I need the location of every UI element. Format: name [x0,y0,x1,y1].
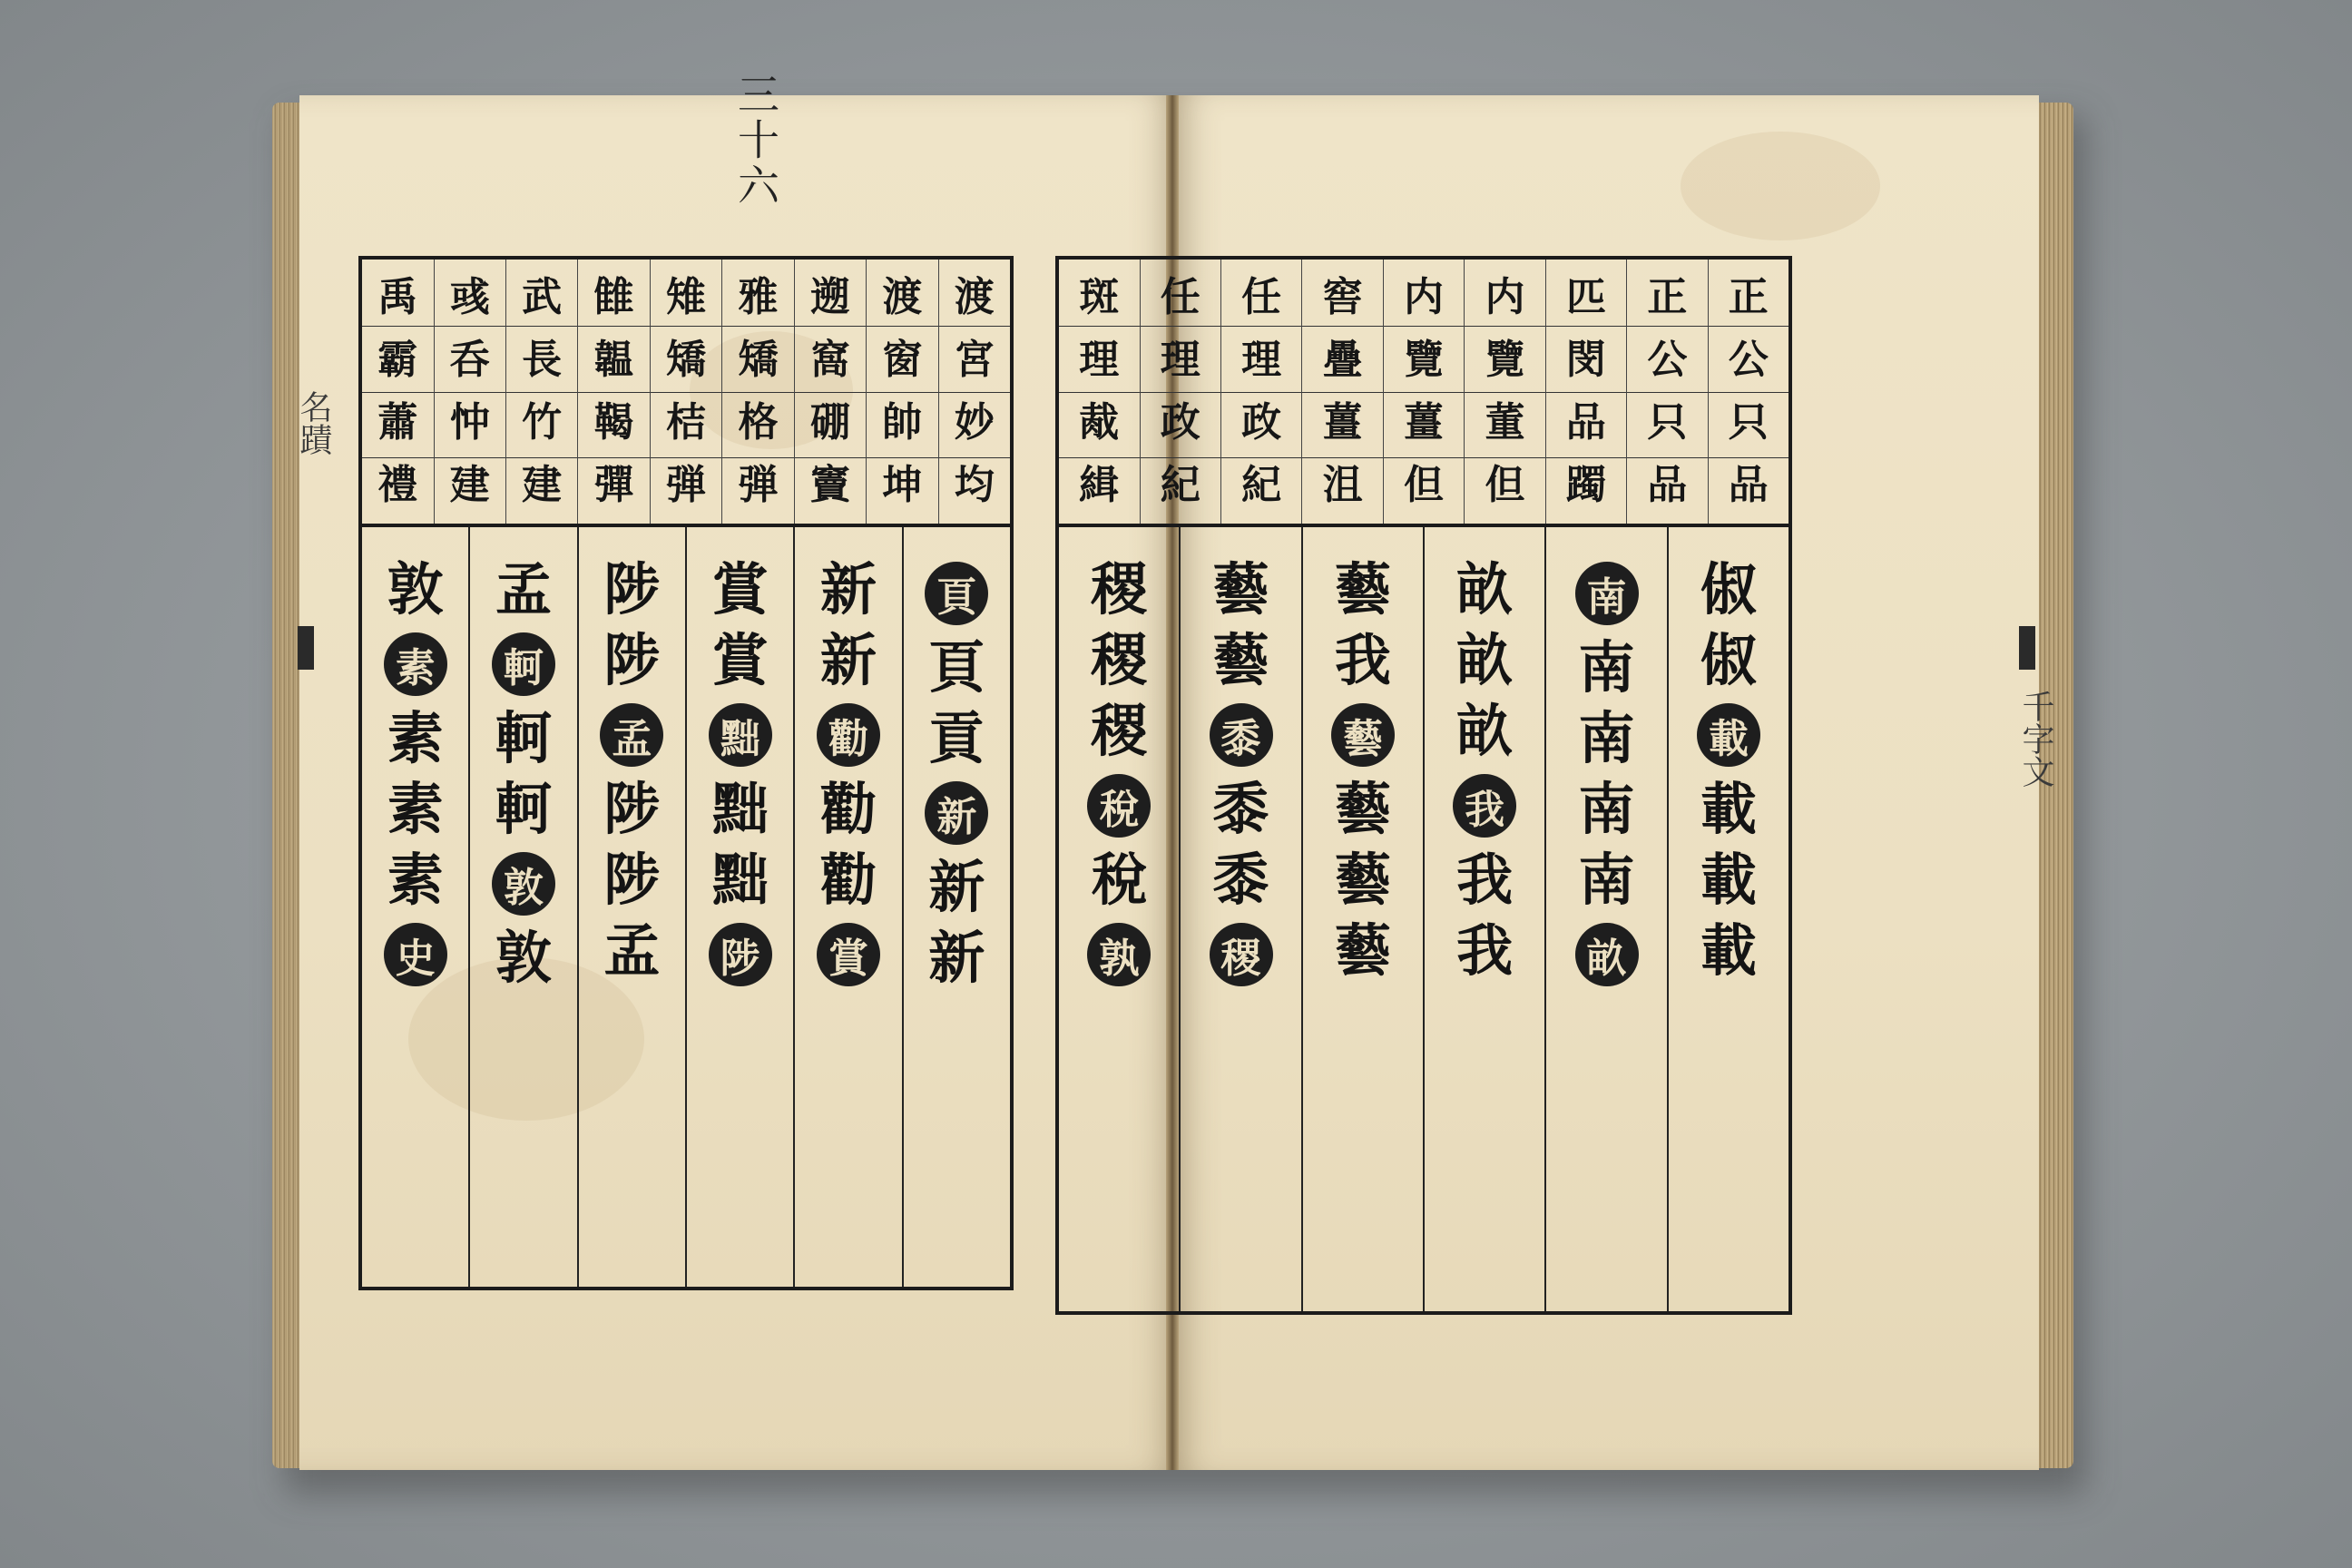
glyph: 忡 [449,398,490,446]
upper-column [650,260,721,524]
glyph: 新 [928,854,985,920]
glyph: 胾 [1079,398,1120,446]
glyph: 均 [954,461,995,508]
glyph: 俶 [1700,556,1757,622]
upper-column [1545,260,1626,524]
glyph: 公 [1647,337,1688,384]
glyph: 渡 [954,274,995,321]
glyph: 新 [928,925,985,991]
glyph: 理 [1160,337,1200,384]
glyph: 弾 [666,461,707,508]
circled-glyph: 軻 [492,632,555,696]
glyph: 畝 [1456,698,1514,764]
upper-column [1464,260,1544,524]
glyph: 格 [738,398,779,446]
glyph: 素 [387,847,444,913]
glyph: 薑 [1322,398,1363,446]
circled-glyph: 稷 [1210,923,1273,986]
glyph: 藝 [1334,776,1391,842]
glyph: 政 [1160,398,1200,446]
right-lower-table [1059,527,1788,1311]
glyph: 彈 [593,461,634,508]
glyph: 軻 [495,705,553,771]
circled-glyph: 史 [384,923,447,986]
circled-glyph: 賞 [817,923,880,986]
glyph: 韞 [593,337,634,384]
glyph: 敦 [495,925,553,991]
left-upper-columns [362,260,1010,524]
upper-column [1383,260,1464,524]
lower-column [577,527,685,1287]
glyph: 薑 [1404,398,1445,446]
upper-column [1708,260,1788,524]
circled-glyph: 孟 [600,703,663,767]
left-lower-table [362,527,1010,1287]
circled-glyph: 我 [1453,774,1516,838]
lower-column [1423,527,1544,1311]
glyph: 宮 [954,337,995,384]
glyph: 弾 [738,461,779,508]
upper-column [866,260,937,524]
glyph: 妙 [954,398,995,446]
right-margin-label: 千字文 [2017,690,2054,788]
glyph: 南 [1578,634,1635,701]
circled-glyph: 畝 [1575,923,1639,986]
glyph: 藝 [1334,847,1391,913]
glyph: 任 [1241,274,1282,321]
glyph: 理 [1241,337,1282,384]
glyph: 藝 [1212,556,1269,622]
glyph: 敦 [387,556,444,622]
glyph: 只 [1728,398,1769,446]
upper-column [1140,260,1220,524]
glyph: 正 [1728,274,1769,321]
upper-column [1626,260,1707,524]
lower-column [1301,527,1423,1311]
glyph: 禮 [377,461,418,508]
lower-column [793,527,901,1287]
glyph: 畝 [1456,627,1514,693]
glyph: 我 [1456,917,1514,984]
glyph: 賞 [711,627,769,693]
upper-column [1301,260,1382,524]
glyph: 内 [1404,274,1445,321]
glyph: 孟 [495,556,553,622]
glyph: 彧 [449,274,490,321]
glyph: 陟 [603,627,661,693]
glyph: 窩 [809,337,850,384]
glyph: 載 [1700,847,1757,913]
glyph: 窗 [882,337,923,384]
glyph: 勸 [820,776,877,842]
glyph: 載 [1700,917,1757,984]
glyph: 沮 [1322,461,1363,508]
glyph: 閔 [1565,337,1606,384]
glyph: 緝 [1079,461,1120,508]
glyph: 陟 [603,776,661,842]
right-print-frame [1055,256,1792,1315]
glyph: 桔 [666,398,707,446]
upper-column [1059,260,1139,524]
glyph: 俶 [1700,627,1757,693]
glyph: 紀 [1160,461,1200,508]
margin-mark [298,626,314,670]
circled-glyph: 黍 [1210,703,1273,767]
glyph: 建 [522,461,563,508]
glyph: 政 [1241,398,1282,446]
glyph: 竇 [809,461,850,508]
upper-column [721,260,793,524]
lower-column [1667,527,1788,1311]
glyph: 窖 [1322,274,1363,321]
lower-column [1059,527,1179,1311]
circled-glyph: 敦 [492,852,555,916]
glyph: 貢 [928,705,985,771]
glyph: 疊 [1322,337,1363,384]
glyph: 黍 [1212,847,1269,913]
right-upper-columns [1059,260,1788,524]
glyph: 陟 [603,556,661,622]
glyph: 躅 [1565,461,1606,508]
right-upper-table [1059,260,1788,527]
glyph: 稷 [1091,556,1148,622]
circled-glyph: 勸 [817,703,880,767]
glyph: 鞨 [593,398,634,446]
circled-glyph: 稅 [1087,774,1151,838]
left-print-frame [358,256,1014,1290]
circled-glyph: 孰 [1087,923,1151,986]
glyph: 稷 [1091,627,1148,693]
upper-column [938,260,1010,524]
upper-column [505,260,577,524]
glyph: 我 [1456,847,1514,913]
circled-glyph: 黜 [709,703,772,767]
glyph: 竹 [522,398,563,446]
glyph: 遡 [809,274,850,321]
glyph: 雉 [666,274,707,321]
glyph: 董 [1485,398,1525,446]
glyph: 蕭 [377,398,418,446]
circled-glyph: 新 [925,781,988,845]
glyph: 品 [1647,461,1688,508]
glyph: 雔 [593,274,634,321]
glyph: 稷 [1091,698,1148,764]
glyph: 品 [1728,461,1769,508]
glyph: 雅 [738,274,779,321]
circled-glyph: 藝 [1331,703,1395,767]
glyph: 長 [522,337,563,384]
glyph: 黍 [1212,776,1269,842]
glyph: 我 [1334,627,1391,693]
glyph: 坤 [882,461,923,508]
glyph: 矯 [738,337,779,384]
upper-column [362,260,433,524]
circled-glyph: 載 [1697,703,1760,767]
glyph: 禹 [377,274,418,321]
glyph: 南 [1578,705,1635,771]
glyph: 陟 [603,847,661,913]
glyph: 建 [449,461,490,508]
glyph: 但 [1404,461,1445,508]
page-number: 三十六 [731,73,780,209]
lower-column [1179,527,1300,1311]
glyph: 頁 [928,634,985,701]
glyph: 霸 [377,337,418,384]
glyph: 畝 [1456,556,1514,622]
lower-column [1544,527,1666,1311]
glyph: 載 [1700,776,1757,842]
glyph: 黜 [711,776,769,842]
glyph: 素 [387,776,444,842]
circled-glyph: 素 [384,632,447,696]
glyph: 稅 [1091,847,1148,913]
glyph: 渡 [882,274,923,321]
glyph: 硼 [809,398,850,446]
glyph: 正 [1647,274,1688,321]
glyph: 賞 [711,556,769,622]
glyph: 覽 [1404,337,1445,384]
upper-column [434,260,505,524]
glyph: 武 [522,274,563,321]
glyph: 孟 [603,917,661,984]
glyph: 南 [1578,776,1635,842]
glyph: 理 [1079,337,1120,384]
glyph: 任 [1160,274,1200,321]
circled-glyph: 南 [1575,562,1639,625]
glyph: 南 [1578,847,1635,913]
left-margin-label: 名蹟 [295,390,332,456]
glyph: 藝 [1212,627,1269,693]
glyph: 匹 [1565,274,1606,321]
glyph: 新 [820,556,877,622]
glyph: 但 [1485,461,1525,508]
glyph: 帥 [882,398,923,446]
glyph: 勸 [820,847,877,913]
glyph: 黜 [711,847,769,913]
glyph: 品 [1565,398,1606,446]
margin-mark [2019,626,2035,670]
upper-column [794,260,866,524]
paper-stain [1681,132,1880,240]
lower-column [362,527,468,1287]
glyph: 覽 [1485,337,1525,384]
glyph: 新 [820,627,877,693]
glyph: 公 [1728,337,1769,384]
left-upper-table [362,260,1010,527]
glyph: 藝 [1334,556,1391,622]
glyph: 紀 [1241,461,1282,508]
glyph: 只 [1647,398,1688,446]
upper-column [577,260,649,524]
lower-column [902,527,1010,1287]
glyph: 軻 [495,776,553,842]
glyph: 藝 [1334,917,1391,984]
circled-glyph: 陟 [709,923,772,986]
glyph: 矯 [666,337,707,384]
glyph: 素 [387,705,444,771]
glyph: 内 [1485,274,1525,321]
circled-glyph: 頁 [925,562,988,625]
glyph: 呑 [449,337,490,384]
glyph: 斑 [1079,274,1120,321]
lower-column [685,527,793,1287]
lower-column [468,527,576,1287]
upper-column [1220,260,1301,524]
